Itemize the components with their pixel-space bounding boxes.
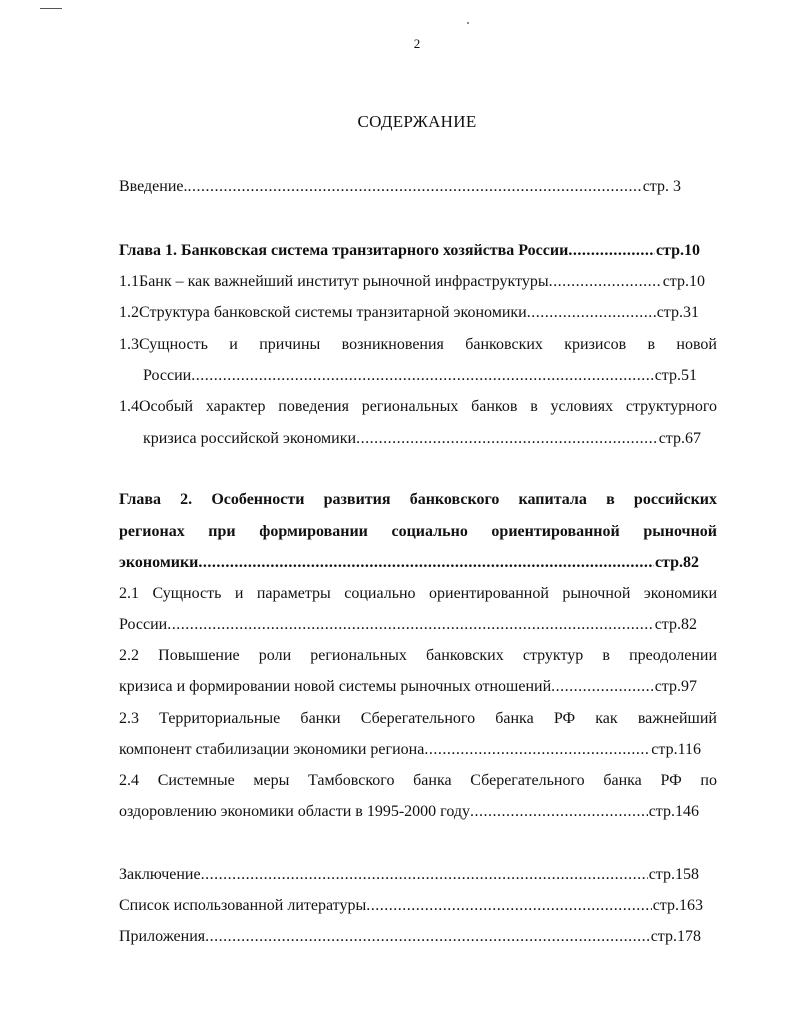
toc-entry-label: Список использованной литературы <box>119 897 367 914</box>
toc-page-ref: стр.97 <box>654 678 697 695</box>
toc-leader <box>568 241 655 261</box>
toc-leader <box>201 865 648 885</box>
toc-leader <box>424 740 650 760</box>
toc-section-1-4-line1: 1.4Особый характер поведения региональных банков в условиях структурного <box>119 398 717 415</box>
toc-entry-conclusion <box>119 865 699 885</box>
toc-page-ref: стр.82 <box>654 616 697 633</box>
toc-leader <box>551 677 654 697</box>
toc-entry-label: Приложения <box>119 928 206 945</box>
toc-section-2-3-line1: 2.3 Территориальные банки Сберегательного банка РФ как важнейший <box>119 710 717 727</box>
toc-section-2-4-line1: 2.4 Системные меры Тамбовского банка Сберегательного банка РФ по <box>119 772 717 789</box>
toc-page-ref: стр.146 <box>648 803 699 820</box>
toc-page-ref: стр.158 <box>648 866 699 883</box>
toc-entry-intro <box>119 177 681 197</box>
scan-artifact-dot <box>467 22 469 24</box>
toc-section-2-2-line1: 2.2 Повышение роли региональных банковских структур в преодолении <box>119 647 717 664</box>
toc-entry-references <box>119 896 703 916</box>
toc-section-2-4-line2 <box>119 802 699 822</box>
toc-chapter-2-line2: регионах при формировании социально ориентированной рыночной <box>119 523 717 540</box>
toc-leader <box>191 366 653 386</box>
toc-entry-appendices <box>119 927 701 947</box>
toc-page-ref: стр.82 <box>654 554 699 571</box>
toc-leader <box>527 303 656 323</box>
toc-entry-label: кризиса и формировании новой системы рыночных отношений <box>119 678 552 695</box>
toc-chapter-title: экономики <box>119 554 199 571</box>
toc-section-1-3-line1: 1.3Сущность и причины возникновения банковских кризисов в новой <box>119 336 717 353</box>
toc-page-ref: стр.163 <box>652 897 703 914</box>
toc-page-ref: стр.51 <box>654 367 697 384</box>
toc-page-ref: стр.10 <box>655 242 700 259</box>
toc-leader <box>205 927 650 947</box>
toc-entry-label: компонент стабилизации экономики региона <box>119 741 425 758</box>
toc-page-ref: стр.10 <box>662 273 705 290</box>
toc-leader <box>198 553 654 573</box>
toc-page-ref: стр.31 <box>656 304 699 321</box>
toc-section-2-2-line2 <box>119 677 697 697</box>
page-title: СОДЕРЖАНИЕ <box>357 112 477 131</box>
toc-chapter-2-line1: Глава 2. Особенности развития банковского капитала в российских <box>119 491 717 508</box>
toc-leader <box>549 272 662 292</box>
toc-chapter-title: Глава 1. Банковская система транзитарного хозяйства России <box>119 242 569 259</box>
toc-leader <box>167 615 653 635</box>
toc-section-2-1-line1: 2.1 Сущность и параметры социально ориентированной рыночной экономики <box>119 585 717 602</box>
toc-chapter-1 <box>119 241 700 261</box>
toc-entry-label: 1.2Структура банковской системы транзитарной экономики <box>119 304 527 321</box>
toc-entry-label: Заключение <box>119 866 201 883</box>
toc-entry-label: 1.1Банк – как важнейший институт рыночной инфраструктуры <box>119 273 549 290</box>
toc-section-2-1-line2 <box>119 615 697 635</box>
toc-page-ref: стр.178 <box>650 928 701 945</box>
toc-section-1-4-line2 <box>119 429 701 449</box>
toc-entry-label: России <box>119 616 168 633</box>
toc-section-1-1 <box>119 272 705 292</box>
toc-leader <box>188 177 642 197</box>
toc-entry-label: Введение. <box>119 178 188 195</box>
toc-section-2-3-line2 <box>119 740 701 760</box>
toc-section-1-3-line2 <box>119 366 697 386</box>
toc-leader <box>366 896 652 916</box>
toc-entry-label: России <box>143 367 192 384</box>
toc-leader <box>356 429 658 449</box>
toc-entry-label: кризиса российской экономики <box>143 430 357 447</box>
page-number: 2 <box>413 36 421 51</box>
toc-page-ref: стр.67 <box>658 430 701 447</box>
toc-section-1-2 <box>119 303 699 323</box>
toc-page-ref: стр. 3 <box>642 178 681 195</box>
scan-artifact-line <box>40 8 62 9</box>
toc-page-ref: стр.116 <box>651 741 701 758</box>
toc-entry-label: оздоровлению экономики области в 1995-2000 году <box>119 803 470 820</box>
toc-leader <box>470 802 648 822</box>
toc-chapter-2-line3 <box>119 553 699 573</box>
